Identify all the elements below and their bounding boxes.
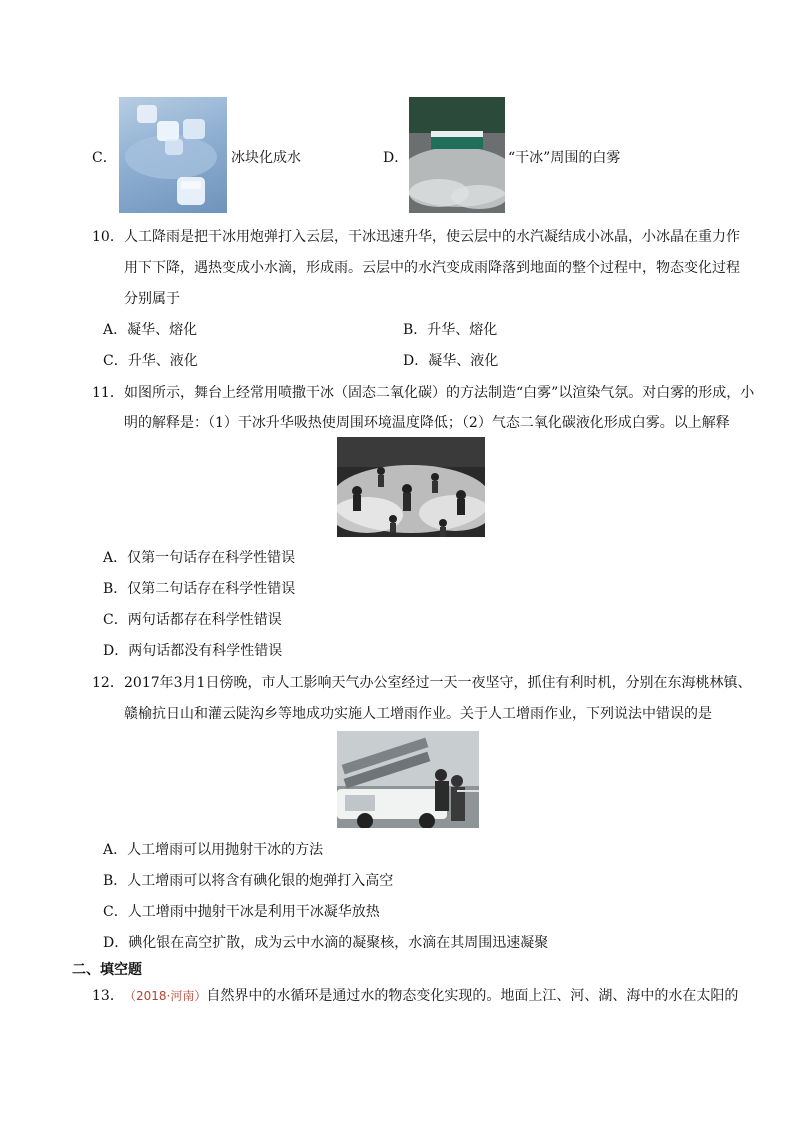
- q10-option-d: D．凝华、液化: [403, 353, 499, 369]
- q11-option-d: D．两句话都没有科学性错误: [103, 643, 283, 659]
- q13-source-tag: （2018·河南）: [124, 989, 207, 1003]
- q11-text-line-2: 明的解释是：（1）干冰升华吸热使周围环境温度降低；（2）气态二氧化碳液化形成白雾。以上解释: [124, 415, 730, 431]
- q11-option-c: C．两句话都存在科学性错误: [103, 612, 282, 628]
- q10-number: 10．: [92, 229, 124, 245]
- section-title-fill-in: 二、填空题: [72, 962, 142, 978]
- q12-text-line-1: 2017年3月1日傍晚，市人工影响天气办公室经过一天一夜坚守，抓住有利时机，分别在东海桃林镇、: [124, 675, 752, 691]
- q9-option-c-caption: 冰块化成水: [231, 150, 301, 166]
- q10-option-b: B．升华、熔化: [403, 322, 498, 338]
- q10-text-line-2: 用下下降，遇热变成小水滴，形成雨。云层中的水汽变成雨降落到地面的整个过程中，物态变化过程: [124, 260, 740, 276]
- q12-text-line-2: 赣榆抗日山和灌云陡沟乡等地成功实施人工增雨作业。关于人工增雨作业，下列说法中错误的是: [124, 706, 712, 722]
- q9-option-d-label: D．: [383, 150, 409, 166]
- q12-option-a: A．人工增雨可以用抛射干冰的方法: [103, 842, 324, 858]
- ice-cubes-melting-image: [119, 97, 227, 213]
- dry-ice-fog-image: [409, 97, 505, 213]
- q11-number: 11．: [92, 385, 124, 401]
- q11-option-a: A．仅第一句话存在科学性错误: [103, 550, 296, 566]
- q10-option-a: A．凝华、熔化: [103, 322, 198, 338]
- q9-option-d-caption: “干冰”周围的白雾: [508, 150, 621, 166]
- q9-option-c-label: C．: [92, 150, 117, 166]
- q12-number: 12．: [92, 675, 124, 691]
- q12-option-b: B．人工增雨可以将含有碘化银的炮弹打入高空: [103, 873, 394, 889]
- q13-line: [124, 986, 738, 1006]
- stage-white-fog-image: [337, 437, 485, 537]
- q11-text-line-1: 如图所示，舞台上经常用喷撒干冰（固态二氧化碳）的方法制造“白雾”以渲染气氛。对白雾的形成，小: [124, 385, 755, 401]
- q10-text-line-3: 分别属于: [124, 291, 180, 307]
- q11-option-b: B．仅第二句话存在科学性错误: [103, 581, 296, 597]
- q12-option-c: C．人工增雨中抛射干冰是利用干冰凝华放热: [103, 904, 380, 920]
- q13-number: 13．: [92, 988, 124, 1004]
- rain-rocket-launcher-image: [337, 731, 479, 828]
- q12-option-d: D．碘化银在高空扩散，成为云中水滴的凝聚核，水滴在其周围迅速凝聚: [103, 935, 549, 951]
- q10-option-c: C．升华、液化: [103, 353, 198, 369]
- q13-text: 自然界中的水循环是通过水的物态变化实现的。地面上江、河、湖、海中的水在太阳的: [206, 988, 739, 1004]
- q10-text-line-1: 人工降雨是把干冰用炮弹打入云层，干冰迅速升华，使云层中的水汽凝结成小冰晶，小冰晶在重力作: [124, 229, 740, 245]
